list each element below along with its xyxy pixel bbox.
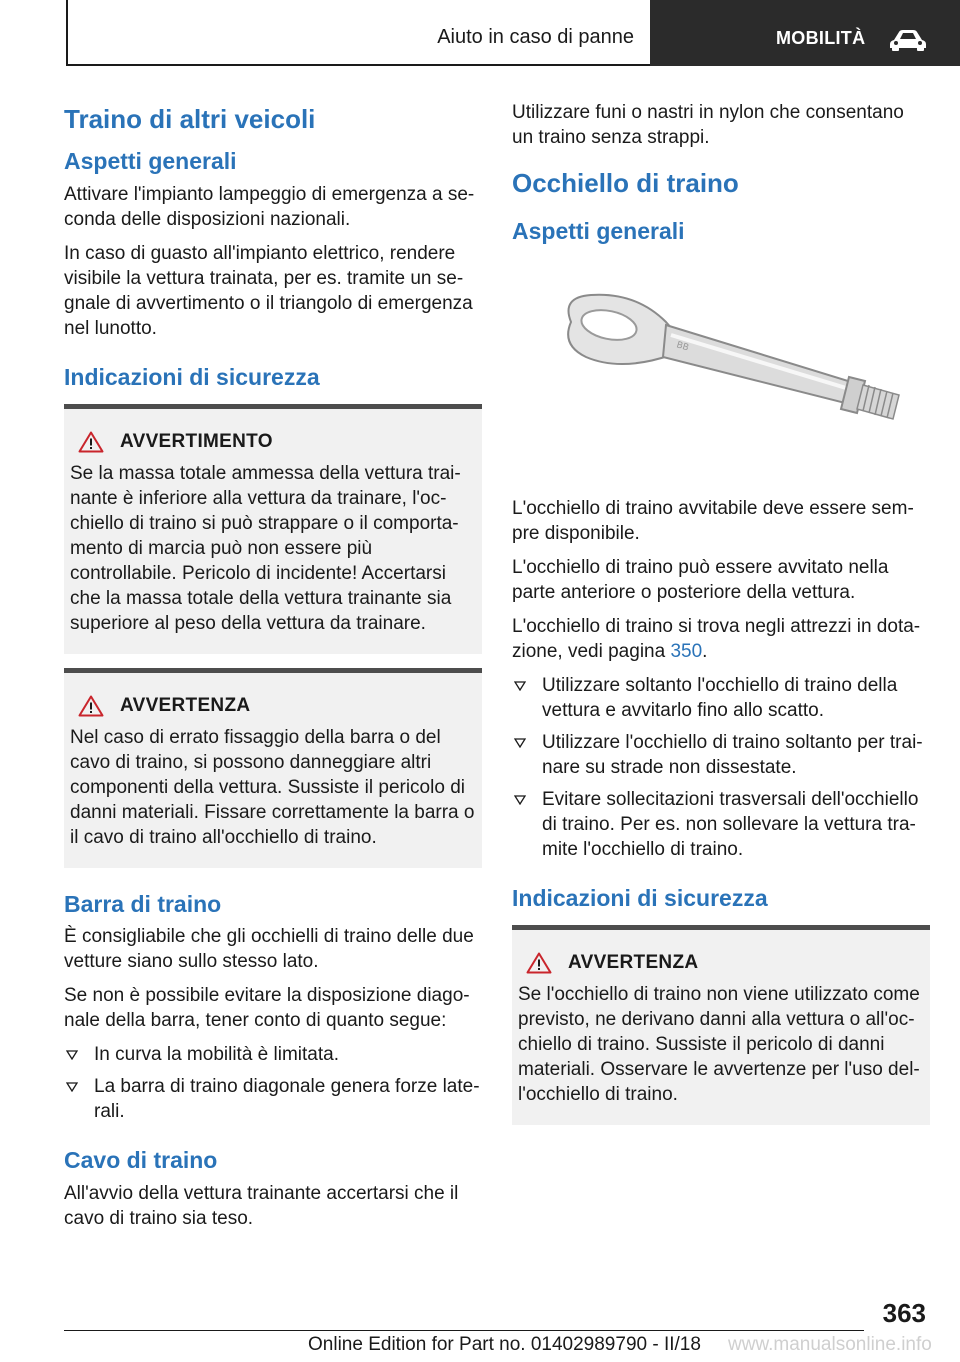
list-item: La barra di traino diagonale genera forze late-rali.: [64, 1074, 482, 1124]
header-rule-left: [66, 0, 68, 66]
general-paragraph-2: In caso di guasto all'impianto elettrico, rendere visibile la vettura trainata, per es. tramite un se-gnale di avvertimento o il triangolo di emergenza nel lunotto.: [64, 242, 473, 339]
triangle-bullet-icon: [514, 681, 526, 691]
header-chapter-tab: [650, 0, 960, 66]
eye-paragraph-3: L'occhiello di traino si trova negli attrezzi in dota-zione, vedi pagina 350.: [512, 615, 921, 662]
eye-paragraph-2: L'occhiello di traino può essere avvitato nella parte anteriore o posteriore della vettura.: [512, 556, 889, 603]
footer-watermark: www.manualsonline.info: [728, 1334, 932, 1355]
page-header: [0, 0, 960, 66]
footer-rule: [64, 1330, 864, 1331]
warning-triangle-icon: [78, 431, 104, 453]
warning-box-1: [64, 404, 482, 654]
section-title: Traino di altri veicoli: [64, 104, 316, 134]
bar-paragraph-1: È consigliabile che gli occhielli di traino delle due vetture siano sullo stesso lato.: [64, 926, 474, 973]
warning-text: Se la massa totale ammessa della vettura trai-nante è inferiore alla vettura da trainare, l'oc-chiello di traino si può strappare o il comporta-mento di marcia può non essere più controllabile. Pericolo di incidente! Accertarsi che la massa totale della vettura trainante sia superiore al peso della vettura da trainare.: [70, 462, 461, 634]
general-paragraph-1: Attivare l'impianto lampeggio di emergenza a se-conda delle disposizioni nazionali.: [64, 183, 475, 230]
bar-list: [64, 1042, 482, 1124]
warning-title: AVVERTIMENTO: [120, 430, 273, 452]
warning-title: AVVERTENZA: [120, 694, 251, 716]
footer-edition: Online Edition for Part no. 01402989790 - II/18: [308, 1334, 701, 1355]
triangle-bullet-icon: [66, 1050, 78, 1060]
warning-triangle-icon: [526, 952, 552, 974]
warning-text: Se l'occhiello di traino non viene utilizzato come previsto, ne derivano danni alla vettura o all'oc-chiello di traino. Sussiste il pericolo di danni materiali. Osservare le avvertenze per l'uso del-l'occhiello di traino.: [518, 983, 920, 1105]
general-heading: Aspetti generali: [512, 218, 685, 245]
list-item: In curva la mobilità è limitata.: [64, 1042, 482, 1067]
list-item: Utilizzare soltanto l'occhiello di traino della vettura e avvitarlo fino allo scatto.: [512, 673, 930, 723]
svg-text:BB: BB: [675, 340, 690, 354]
warning-title: AVVERTENZA: [568, 951, 699, 973]
towing-eye-heading: Occhiello di traino: [512, 168, 739, 198]
header-section-title: Aiuto in caso di panne: [437, 26, 634, 48]
left-column: [64, 100, 482, 1240]
page-number: 363: [882, 1298, 926, 1328]
eye-list: [512, 673, 930, 862]
towing-eye-figure: [512, 252, 930, 482]
warning-triangle-icon: [78, 695, 104, 717]
intro-paragraph: Utilizzare funi o nastri in nylon che consentano un traino senza strappi.: [512, 102, 904, 148]
triangle-bullet-icon: [514, 738, 526, 748]
safety-heading: Indicazioni di sicurezza: [64, 363, 320, 390]
cable-heading: Cavo di traino: [64, 1147, 218, 1174]
general-heading: Aspetti generali: [64, 148, 237, 175]
towing-eye-illustration: [531, 277, 911, 457]
cable-paragraph: All'avvio della vettura trainante accertarsi che il cavo di traino sia teso.: [64, 1183, 459, 1230]
car-icon: [888, 28, 928, 52]
right-column: [512, 100, 930, 1137]
triangle-bullet-icon: [66, 1082, 78, 1092]
bar-heading: Barra di traino: [64, 890, 222, 917]
warning-text: Nel caso di errato fissaggio della barra o del cavo di traino, si possono danneggiare altri componenti della vettura. Sussiste il pericolo di danni materiali. Fissare correttamente la barra o il cavo di traino all'occhiello di traino.: [70, 726, 475, 848]
list-item: Utilizzare l'occhiello di traino soltanto per trai-nare su strade non dissestate.: [512, 730, 930, 780]
triangle-bullet-icon: [514, 795, 526, 805]
warning-box-3: [512, 925, 930, 1125]
safety-heading: Indicazioni di sicurezza: [512, 884, 768, 911]
bar-paragraph-2: Se non è possibile evitare la disposizione diago-nale della barra, tener conto di quanto segue:: [64, 985, 470, 1032]
eye-paragraph-1: L'occhiello di traino avvitabile deve essere sem-pre disponibile.: [512, 497, 914, 544]
list-item: Evitare sollecitazioni trasversali dell'occhiello di traino. Per es. non sollevare la vettura tra-mite l'occhiello di traino.: [512, 787, 930, 862]
page-link[interactable]: 350: [670, 640, 703, 662]
header-rule-bottom: [66, 64, 650, 66]
header-chapter-label: MOBILITÀ: [776, 28, 866, 48]
warning-box-2: [64, 668, 482, 868]
